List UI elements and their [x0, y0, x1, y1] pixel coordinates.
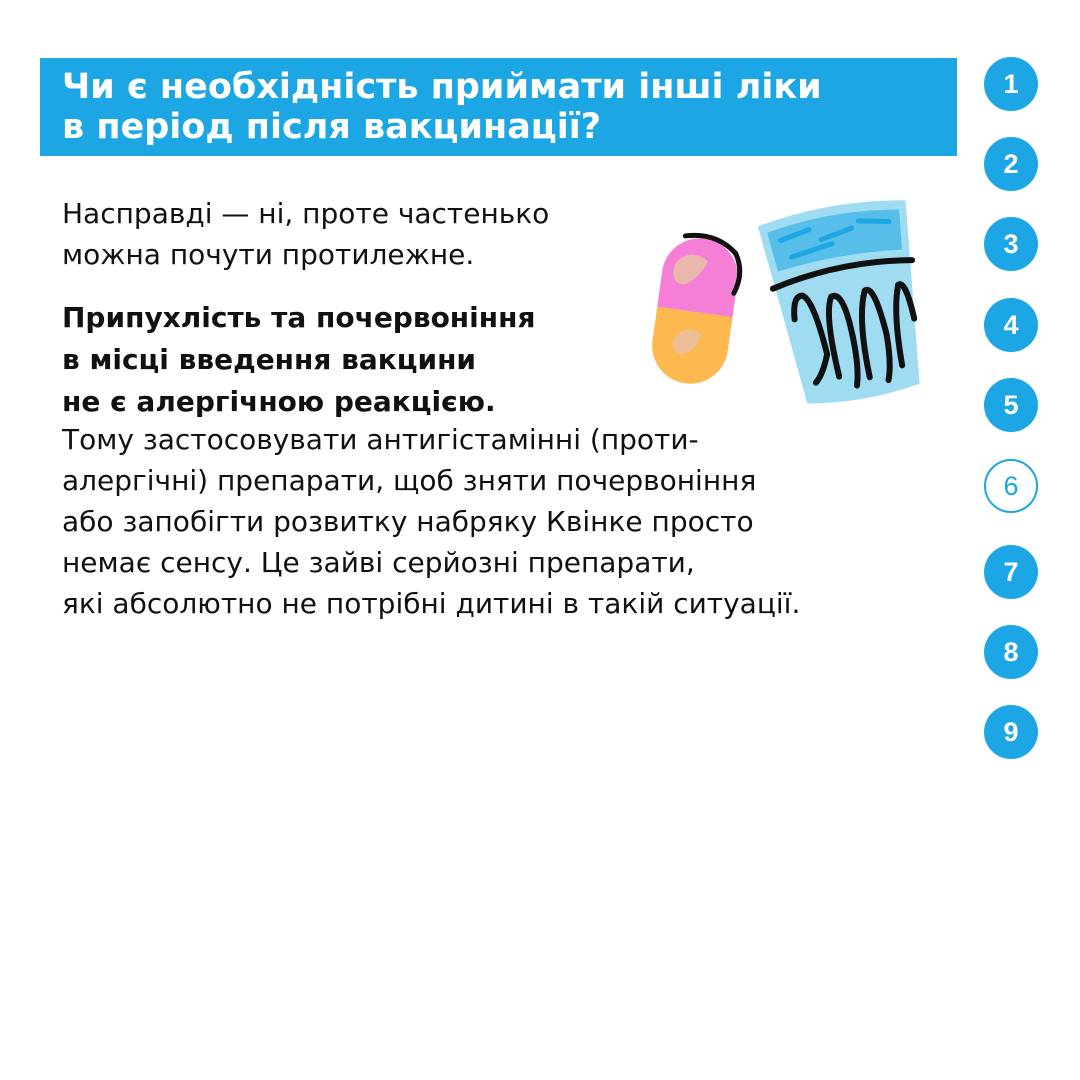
explanation-line: Тому застосовувати антигістамінні (проти-	[62, 423, 699, 456]
key-statement-line: не є алергічною реакцією.	[62, 385, 496, 418]
page-4-button[interactable]: 4	[984, 298, 1038, 352]
explanation-paragraph	[62, 419, 800, 624]
key-statement-line: в місці введення вакцини	[62, 343, 477, 376]
explanation-line: немає сенсу. Це зайві серйозні препарати,	[62, 546, 695, 579]
page-5-button[interactable]: 5	[984, 378, 1038, 432]
page-title-line-1: Чи є необхідність приймати інші ліки	[62, 67, 822, 107]
explanation-line: або запобігти розвитку набряку Квінке просто	[62, 505, 754, 538]
intro-paragraph	[62, 193, 549, 275]
capsule-pill-icon	[635, 226, 755, 396]
intro-line: можна почути протилежне.	[62, 238, 475, 271]
title-banner	[40, 58, 957, 156]
page-title-line-2: в період після вакцинації?	[62, 107, 602, 147]
key-statement-line: Припухлість та почервоніння	[62, 301, 536, 334]
page-navigation	[984, 0, 1040, 1080]
page-1-button[interactable]: 1	[984, 57, 1038, 111]
page-7-button[interactable]: 7	[984, 545, 1038, 599]
explanation-line: які абсолютно не потрібні дитині в такій ситуації.	[62, 587, 801, 620]
page-6-button-current[interactable]: 6	[984, 459, 1038, 513]
page-9-button[interactable]: 9	[984, 705, 1038, 759]
water-glass-icon	[752, 190, 942, 410]
explanation-line: алергічні) препарати, щоб зняти почервоніння	[62, 464, 757, 497]
page-2-button[interactable]: 2	[984, 137, 1038, 191]
page-8-button[interactable]: 8	[984, 625, 1038, 679]
page-3-button[interactable]: 3	[984, 217, 1038, 271]
intro-line: Насправді — ні, проте частенько	[62, 197, 550, 230]
key-statement	[62, 297, 535, 423]
